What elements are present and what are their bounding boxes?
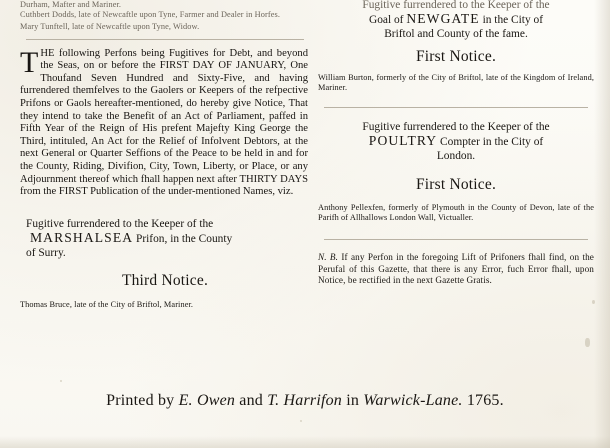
newgate-prison-name: NEWGATE — [406, 11, 480, 27]
imprint-printer-1: E. Owen — [178, 392, 236, 409]
paper-speck — [585, 338, 590, 347]
divider-rule-left — [26, 39, 304, 40]
imprint-footer — [0, 392, 610, 410]
paper-speck — [300, 420, 302, 422]
main-paragraph — [20, 45, 308, 199]
imprint-location: in — [346, 392, 360, 409]
marshalsea-prison-name: MARSHALSEA — [30, 229, 134, 245]
marshalsea-heading-line1: Fugitive furrendered to the Keeper of the — [26, 217, 214, 230]
marshalsea-heading-suffix: Prifon, in the County — [136, 232, 233, 245]
poultry-section — [318, 120, 594, 223]
poultry-heading-line3: London. — [436, 150, 476, 163]
newgate-section — [318, 0, 594, 93]
top-fragment — [20, 0, 310, 33]
drop-capital: T — [20, 45, 39, 79]
page-edge-shadow — [594, 0, 610, 448]
newgate-notice-label: First Notice. — [415, 47, 497, 65]
newgate-heading-line1: Fugitive furrendered to the Keeper of the — [362, 0, 550, 11]
poultry-notice-label: First Notice. — [415, 175, 497, 193]
nota-bene-label: N. B. — [318, 252, 339, 263]
newgate-heading-suffix: in the City of — [482, 14, 544, 27]
marshalsea-heading-line2 — [20, 231, 310, 246]
poultry-heading-line2 — [318, 134, 594, 149]
marshalsea-entry: Thomas Bruce, late of the City of Briftol, Mariner. — [20, 300, 194, 310]
divider-rule-right-2 — [324, 239, 588, 240]
fragment-line-2: Cuthbert Dodds, late of Newcaftle upon Tyne, Farmer and Dealer in Horfes. — [20, 10, 281, 20]
paper-speck — [60, 380, 62, 382]
imprint-year: 1765. — [466, 392, 504, 409]
marshalsea-notice-label: Third Notice. — [121, 272, 209, 290]
right-column — [318, 0, 594, 287]
marshalsea-heading-line3: of Surry. — [26, 247, 66, 260]
imprint-street: Warwick-Lane. — [363, 392, 463, 409]
poultry-heading-line1: Fugitive furrendered to the Keeper of the — [362, 121, 550, 134]
imprint-printed-by: Printed by — [106, 392, 175, 409]
fragment-line-3: Mary Tunftell, late of Newcaftle upon Tyne, Widow. — [20, 22, 200, 32]
marshalsea-section — [20, 217, 310, 311]
imprint-and: and — [239, 392, 263, 409]
poultry-heading-suffix: Compter in the City of — [440, 136, 544, 149]
nota-bene — [318, 252, 594, 287]
newgate-heading-prefix: Goal of — [368, 14, 404, 27]
poultry-prison-name: POULTRY — [368, 133, 438, 149]
newgate-heading-line3: Briftol and County of the fame. — [384, 28, 528, 41]
left-column — [20, 0, 310, 311]
divider-rule-right-1 — [324, 107, 588, 108]
imprint-printer-2: T. Harrifon — [267, 392, 343, 409]
nota-bene-text: If any Perfon in the foregoing Lift of Prifoners fhall find, on the Perufal of this Gazette, that there is any Error, fuch Error fhall, upon Notice, be rectified in the next Gazette Gratis. — [318, 252, 594, 286]
page-bottom-shadow — [0, 436, 610, 448]
newgate-entry: William Burton, formerly of the City of Briftol, late of the Kingdom of Ireland, Mariner. — [318, 72, 594, 92]
fragment-line-1: Durham, Mafter and Mariner. — [20, 0, 122, 9]
main-paragraph-text: HE following Perfons being Fugitives for Debt, and beyond the Seas, on or before the FIRST DAY OF JANUARY, One Thoufand Seven Hundred and Sixty-Five, and having furrendered themfelves to the Gaolers or Keepers of the refpective Prifons or Gaols hereafter-mentioned, do hereby give Notice, That they intend to take the Benefit of an Act of Parliament, paffed in Fifth Year of the Reign of His prefent Majefty King George the Third, intituled, An Act for the Relief of Infolvent Debtors, at the next General or Quarter Seffions of the Peace to be held in and for the County, Riding, Divifion, City, Town, Liberty, or Place, or any Adjournment thereof which fhall happen next after THIRTY DAYS from the FIRST Publication of the under-mentioned Names, viz. — [20, 47, 308, 198]
poultry-entry: Anthony Pellexfen, formerly of Plymouth in the County of Devon, late of the Parifh of Allhallows London Wall, Victualler. — [318, 202, 594, 222]
newgate-heading-line2 — [318, 12, 594, 27]
